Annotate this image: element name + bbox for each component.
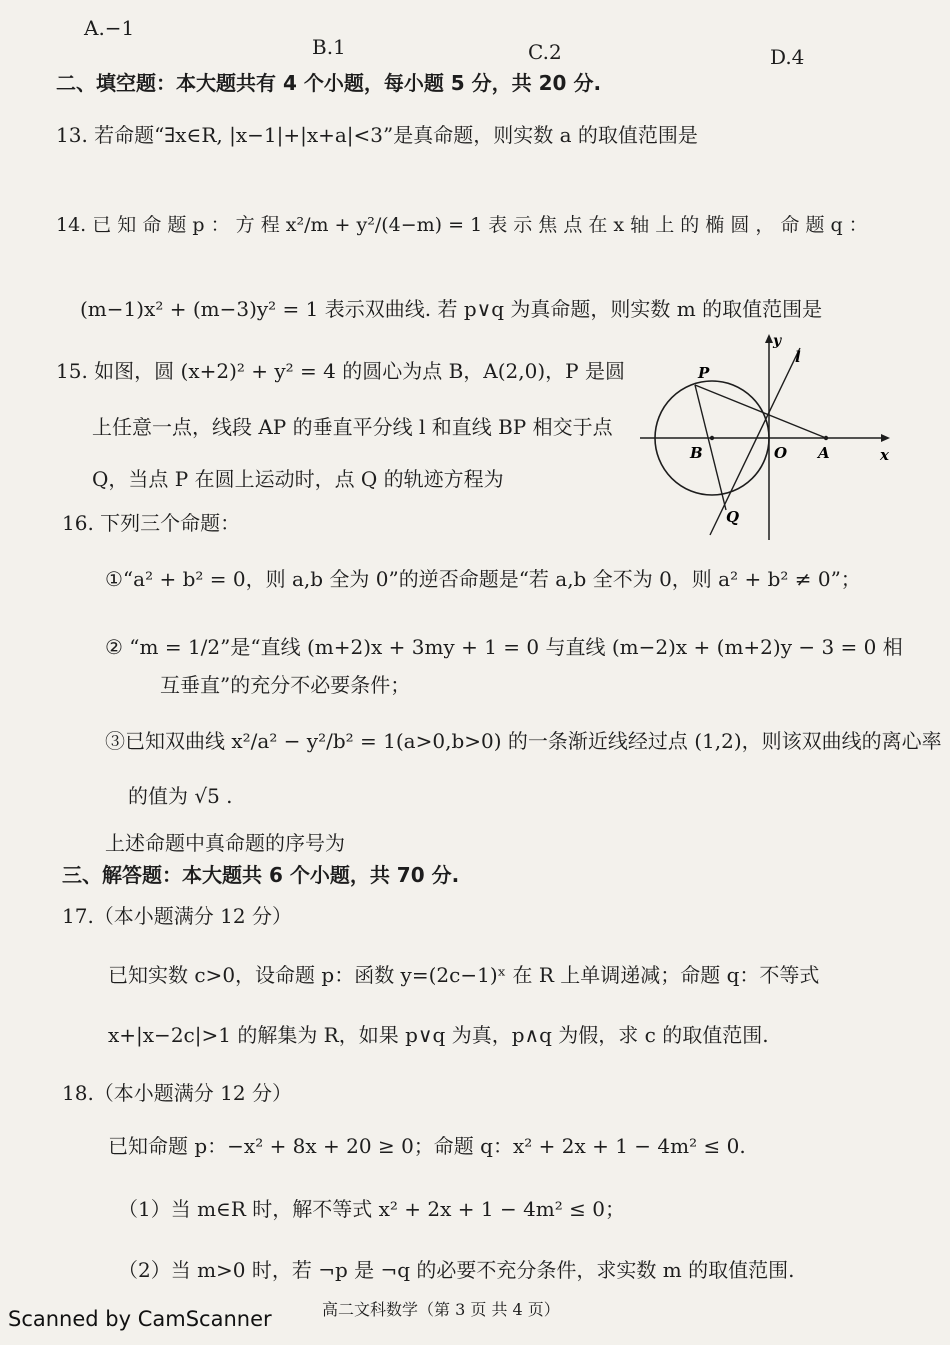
section-answer-title: 三、解答题：本大题共 6 个小题，共 70 分. xyxy=(62,863,460,887)
geometry-diagram xyxy=(640,330,900,545)
label-b: B xyxy=(690,444,703,462)
question-17-head: 17.（本小题满分 12 分） xyxy=(62,904,292,928)
question-16-item1: ①“a² + b² = 0，则 a,b 全为 0”的逆否命题是“若 a,b 全不为 0，则 a² + b² ≠ 0”； xyxy=(105,567,861,591)
option-c: C.2 xyxy=(528,40,562,64)
question-18-head: 18.（本小题满分 12 分） xyxy=(62,1081,292,1105)
question-16-intro: 16. 下列三个命题： xyxy=(62,511,241,535)
label-p: P xyxy=(698,364,710,382)
point-b xyxy=(710,436,714,440)
question-17-line1: 已知实数 c>0，设命题 p：函数 y=(2c−1)ˣ 在 R 上单调递减；命题 q：不等式 xyxy=(108,963,820,987)
question-15-line3: Q，当点 P 在圆上运动时，点 Q 的轨迹方程为 xyxy=(92,467,504,491)
label-y: y xyxy=(773,333,782,349)
question-13: 13. 若命题“∃x∈R, |x−1|+|x+a|<3”是真命题，则实数 a 的取值范围是 xyxy=(56,123,698,147)
question-14-line1: 14. 已 知 命 题 p ： 方 程 x²/m + y²/(4−m) = 1 表 示 焦 点 在 x 轴 上 的 椭 圆 ， 命 题 q ： xyxy=(56,214,868,236)
y-axis-arrow xyxy=(765,334,773,343)
x-axis-arrow xyxy=(881,434,890,442)
label-a: A xyxy=(818,444,830,462)
label-x: x xyxy=(880,446,889,464)
page-footer: 高二文科数学（第 3 页 共 4 页） xyxy=(322,1300,560,1319)
option-b: B.1 xyxy=(312,35,346,59)
question-16-item2-line1: ② “m = 1/2”是“直线 (m+2)x + 3my + 1 = 0 与直线 (m−2)x + (m+2)y − 3 = 0 相 xyxy=(105,635,903,659)
option-d: D.4 xyxy=(770,45,805,69)
question-15-line1: 15. 如图，圆 (x+2)² + y² = 4 的圆心为点 B，A(2,0)，P 是圆 xyxy=(56,359,625,383)
question-16-ask: 上述命题中真命题的序号为 xyxy=(105,831,345,855)
question-18-part2: （2）当 m>0 时，若 ¬p 是 ¬q 的必要不充分条件，求实数 m 的取值范围. xyxy=(118,1258,795,1282)
label-q: Q xyxy=(726,508,740,526)
option-a: A.−1 xyxy=(84,16,135,40)
label-l: l xyxy=(795,348,801,366)
question-16-item3-line1: ③已知双曲线 x²/a² − y²/b² = 1(a>0,b>0) 的一条渐近线经过点 (1,2)，则该双曲线的离心率 xyxy=(105,729,942,753)
question-15-line2: 上任意一点，线段 AP 的垂直平分线 l 和直线 BP 相交于点 xyxy=(92,415,613,439)
question-18-part1: （1）当 m∈R 时，解不等式 x² + 2x + 1 − 4m² ≤ 0； xyxy=(118,1197,625,1221)
point-a xyxy=(824,436,828,440)
question-16-item2-line2: 互垂直”的充分不必要条件； xyxy=(160,673,411,697)
section-fill-blank-title: 二、填空题：本大题共有 4 个小题，每小题 5 分，共 20 分. xyxy=(56,71,602,95)
circle-figure xyxy=(640,330,900,545)
perpendicular-bisector-l xyxy=(710,348,800,535)
question-16-item3-line2: 的值为 √5 . xyxy=(128,784,233,808)
question-14-line2: (m−1)x² + (m−3)y² = 1 表示双曲线. 若 p∨q 为真命题，则实数 m 的取值范围是 xyxy=(80,297,823,321)
question-18-line1: 已知命题 p：−x² + 8x + 20 ≥ 0；命题 q：x² + 2x + 1 − 4m² ≤ 0. xyxy=(108,1134,746,1158)
label-o: O xyxy=(774,444,788,462)
question-17-line2: x+|x−2c|>1 的解集为 R，如果 p∨q 为真，p∧q 为假，求 c 的取值范围. xyxy=(108,1023,769,1047)
scanner-watermark: Scanned by CamScanner xyxy=(8,1307,272,1331)
